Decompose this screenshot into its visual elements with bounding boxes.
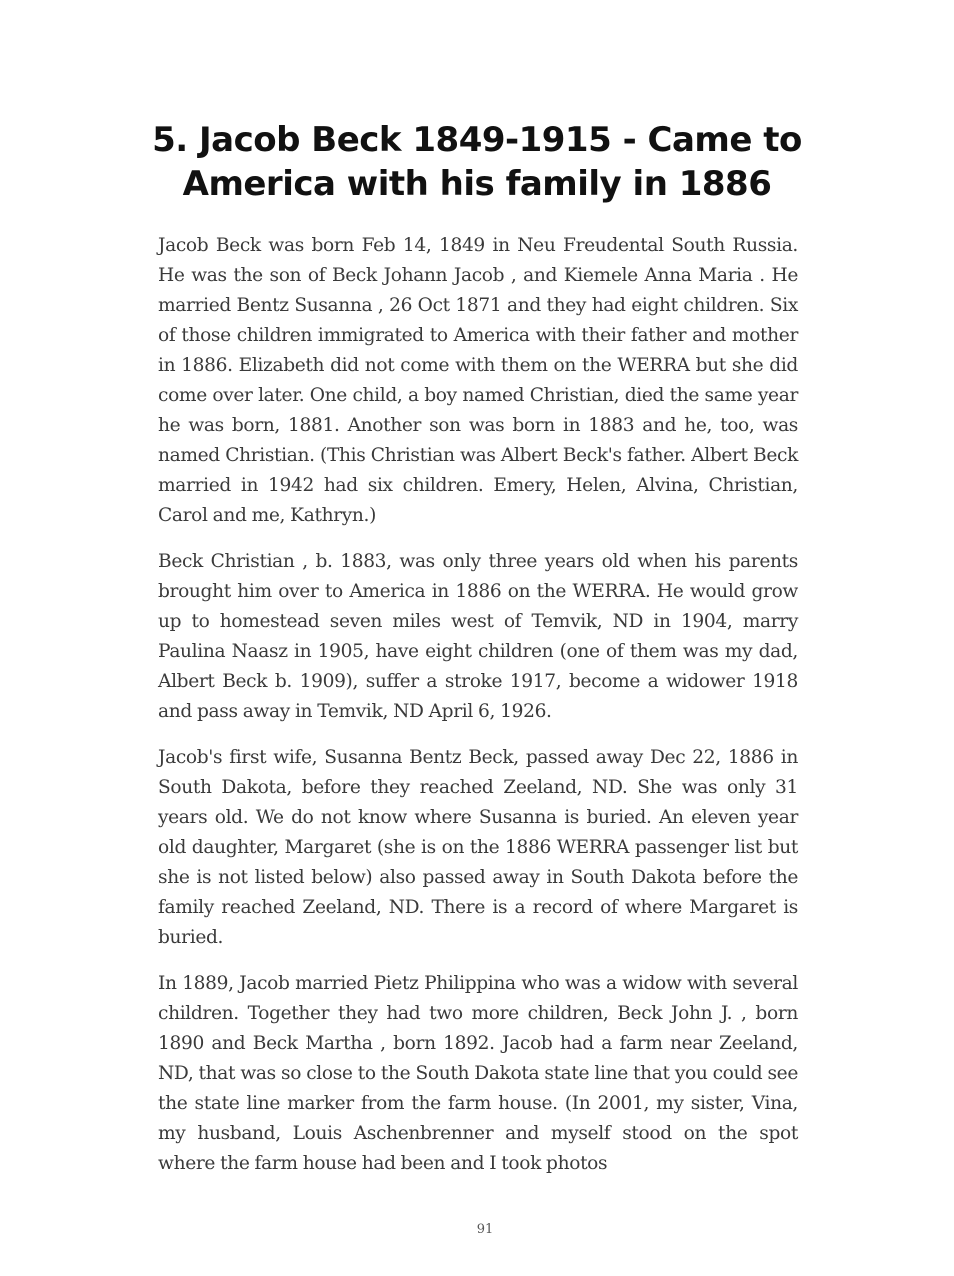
paragraph-2: Beck Christian , b. 1883, was only three years old when his parents brought him over to America in 1886 on the WERRA. He would grow up to homestead seven miles west of Temvik, ND in 1904, marry Paulina Naasz in 1905, have eight children (one of them was my dad, Albert Beck b. 1909), suffer a stroke 1917, become a widower 1918 and pass away in Temvik, ND April 6, 1926. xyxy=(158,551,798,722)
body-text xyxy=(158,231,798,1195)
page-number: 91 xyxy=(476,1222,494,1237)
paragraph-3: Jacob's first wife, Susanna Bentz Beck, passed away Dec 22, 1886 in South Dakota, before they reached Zeeland, ND. She was only 31 years old. We do not know where Susanna is buried. An eleven year old daughter, Margaret (she is on the 1886 WERRA passenger list but she is not listed below) also passed away in South Dakota before the family reached Zeeland, ND. There is a record of where Margaret is buried. xyxy=(158,747,798,948)
paragraph-4: In 1889, Jacob married Pietz Philippina who was a widow with several children. Together they had two more children, Beck John J. , born 1890 and Beck Martha , born 1892. Jacob had a farm near Zeeland, ND, that was so close to the South Dakota state line that you could see the state line marker from the farm house. (In 2001, my sister, Vina, my husband, Louis Aschenbrenner and myself stood on the spot where the farm house had been and I took photos xyxy=(158,973,798,1174)
page-title: 5. Jacob Beck 1849-1915 - Came to America with his family in 1886 xyxy=(152,120,802,204)
paragraph-1: Jacob Beck was born Feb 14, 1849 in Neu Freudental South Russia. He was the son of Beck Johann Jacob , and Kiemele Anna Maria . He married Bentz Susanna , 26 Oct 1871 and they had eight children. Six of those children immigrated to America with their father and mother in 1886. Elizabeth did not come with them on the WERRA but she did come over later. One child, a boy named Christian, died the same year he was born, 1881. Another son was born in 1883 and he, too, was named Christian. (This Christian was Albert Beck's father. Albert Beck married in 1942 had six children. Emery, Helen, Alvina, Christian, Carol and me, Kathryn.) xyxy=(158,235,798,526)
